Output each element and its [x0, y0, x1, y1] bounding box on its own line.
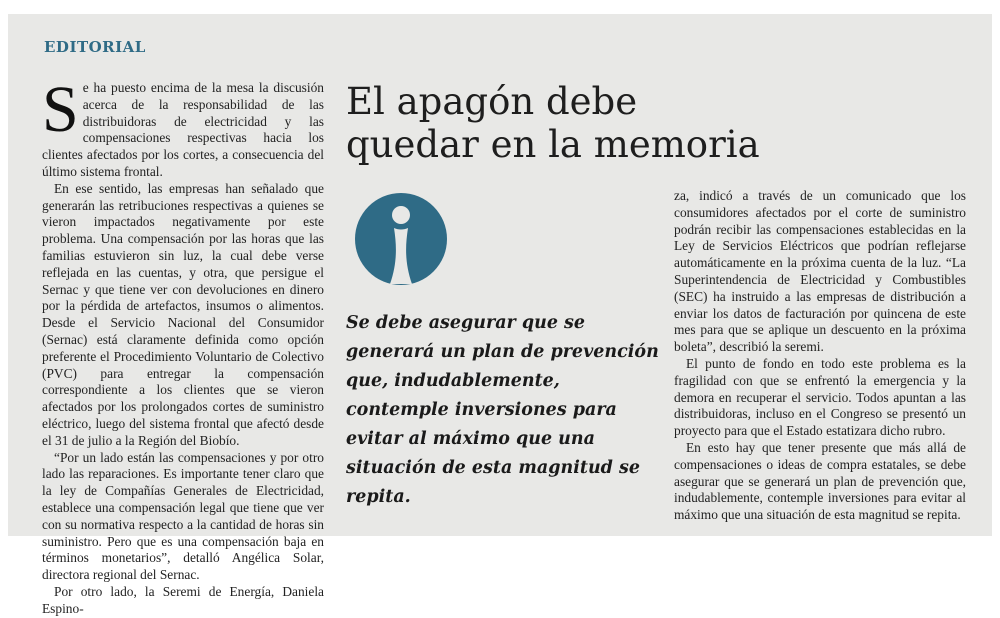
- headline: El apagón debe quedar en la memoria: [346, 80, 760, 166]
- article-paragraph: En ese sentido, las empresas han señalado que generarán las retribuciones respectivas a quienes se vieron impactados negativamente por este problema. Una compensación por las horas que las familias estuvieron sin luz, la cual debe verse reflejada en las cuentas, y otra, que persigue el Sernac y que tiene ver con devoluciones en dinero por la pérdida de artefactos, insumos o alimentos. Desde el Servicio Nacional del Consumidor (Sernac) está claramente definida como opción preferente el Procedimiento Voluntario de Colectivo (PVC) para entregar la compensación correspondiente a los clientes que se vieron afectados por los prolongados cortes de suministro eléctrico, luego del sistema frontal que afectó desde el 31 de julio a la Región del Biobío.: [42, 180, 324, 448]
- drop-cap: S: [42, 73, 79, 146]
- newspaper-page: [8, 14, 992, 616]
- info-icon-graphic: [354, 192, 448, 286]
- article-paragraph: En esto hay que tener presente que más allá de compensaciones o ideas de compra estatales, se debe asegurar que se generará un plan de prevención que, indudablemente, contemple inversiones para evitar al máximo que una situación de esta magnitud se repita.: [674, 439, 966, 523]
- article-column-right: [674, 188, 966, 524]
- info-icon: [354, 192, 448, 286]
- article-column-left: [42, 73, 324, 618]
- section-label: EDITORIAL: [44, 38, 146, 56]
- article-lead-text: e ha puesto encima de la mesa la discusión acerca de la responsabilidad de las distribuidoras de electricidad y las compensaciones respectivas hacia los clientes afectados por los cortes, a consecuencia del último sistema frontal.: [42, 80, 324, 179]
- pull-quote: Se debe asegurar que se generará un plan de prevención que, indudablemente, contemple inversiones para evitar al máximo que una situación de esta magnitud se repita.: [346, 313, 659, 507]
- article-paragraph: “Por un lado están las compensaciones y por otro lado las reparaciones. Es importante tener claro que la ley de Compañías Generales de Electricidad, establece una compensación legal que tiene que ver con su normativa respecto a la cantidad de horas sin suministro. Pero que es una compensación baja en términos monetarios”, detalló Angélica Solar, directora regional del Sernac.: [42, 449, 324, 583]
- article-paragraph: za, indicó a través de un comunicado que los consumidores afectados por el corte de suministro podrán recibir las compensaciones establecidas en la Ley de Servicios Eléctricos que podrían reflejarse automáticamente en la próxima cuenta de la luz. “La Superintendencia de Electricidad y Combustibles (SEC) ha instruido a las empresas de distribución a enviar los datos de facturación por quincena de este mes para que se aplique un descuento en la próxima boleta”, describió la seremi.: [674, 188, 966, 355]
- article-paragraph: El punto de fondo en todo este problema es la fragilidad con que se enfrentó la emergencia y la demora en recuperar el servicio. Todos apuntan a las distribuidoras, incluso en el Congreso se presentó un proyecto para que el Estado estatizara dicho rubro.: [674, 355, 966, 439]
- article-paragraph: [42, 73, 324, 181]
- article-paragraph: Por otro lado, la Seremi de Energía, Daniela Espino-: [42, 583, 324, 616]
